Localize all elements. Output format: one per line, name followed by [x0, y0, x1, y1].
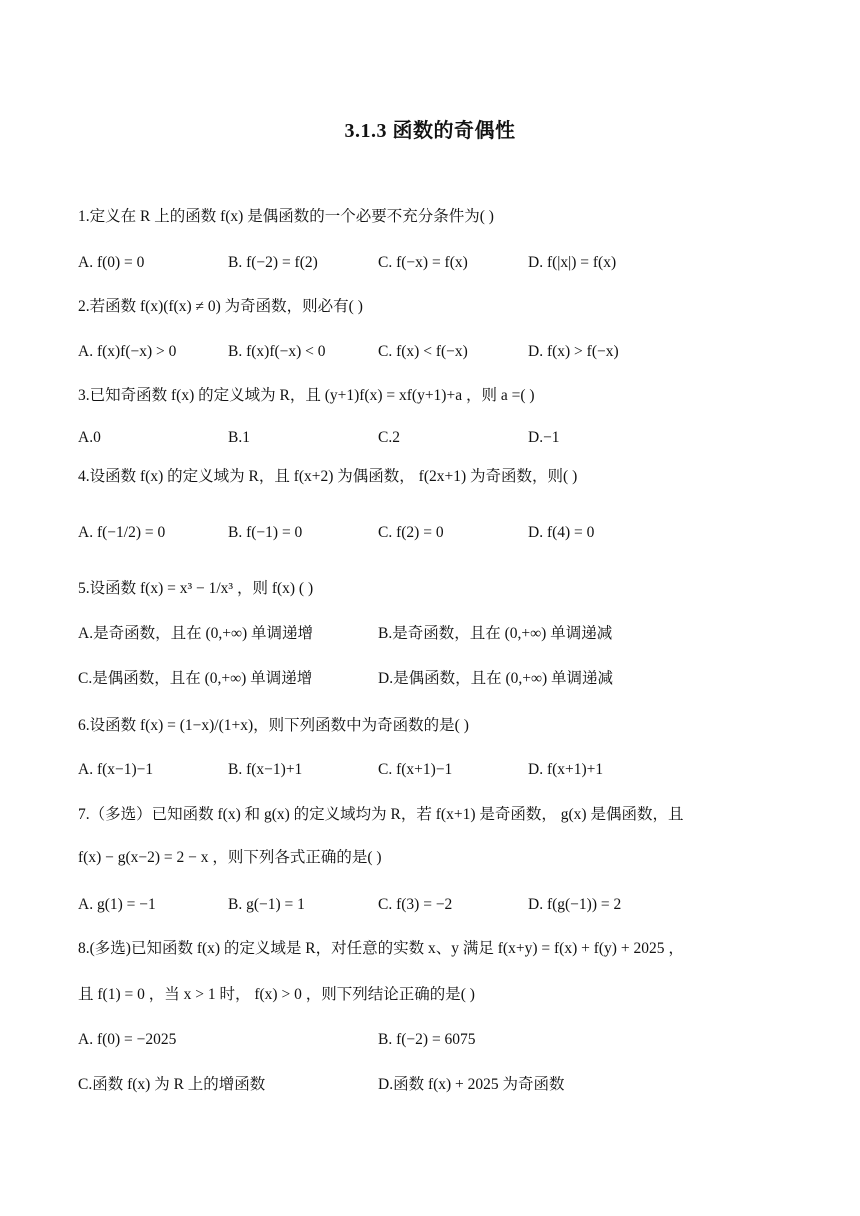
question-8-option-d: D.函数 f(x) + 2025 为奇函数	[378, 1076, 565, 1093]
question-2-stem: 2.若函数 f(x)(f(x) ≠ 0) 为奇函数，则必有( )	[78, 298, 363, 315]
question-2-option-c: C. f(x) < f(−x)	[378, 343, 468, 360]
page-title: 3.1.3 函数的奇偶性	[344, 120, 516, 142]
question-1-option-c: C. f(−x) = f(x)	[378, 254, 468, 271]
question-7-option-a: A. g(1) = −1	[78, 896, 156, 913]
question-8-stem-line-2: 且 f(1) = 0 ，当 x > 1 时， f(x) > 0 ，则下列结论正确的是( )	[78, 986, 475, 1003]
question-7-option-b: B. g(−1) = 1	[228, 896, 305, 913]
question-6-option-a: A. f(x−1)−1	[78, 761, 154, 778]
question-1-option-a: A. f(0) = 0	[78, 254, 145, 271]
question-6-option-c: C. f(x+1)−1	[378, 761, 453, 778]
question-1-stem: 1.定义在 R 上的函数 f(x) 是偶函数的一个必要不充分条件为( )	[78, 208, 494, 225]
question-3-option-a: A.0	[78, 429, 101, 446]
question-8-option-a: A. f(0) = −2025	[78, 1031, 177, 1048]
question-4-option-a: A. f(−1/2) = 0	[78, 524, 166, 541]
question-7-stem-line-1: 7.（多选）已知函数 f(x) 和 g(x) 的定义域均为 R，若 f(x+1) 是奇函数， g(x) 是偶函数，且	[78, 806, 684, 823]
question-2-option-b: B. f(x)f(−x) < 0	[228, 343, 326, 360]
question-5-stem: 5.设函数 f(x) = x³ − 1/x³ ，则 f(x) ( )	[78, 580, 314, 597]
question-3-option-c: C.2	[378, 429, 400, 446]
question-2-option-a: A. f(x)f(−x) > 0	[78, 343, 177, 360]
question-6-stem: 6.设函数 f(x) = (1−x)/(1+x)，则下列函数中为奇函数的是( )	[78, 717, 469, 734]
question-6-option-d: D. f(x+1)+1	[528, 761, 604, 778]
question-5-option-d: D.是偶函数，且在 (0,+∞) 单调递减	[378, 670, 614, 687]
question-8-option-b: B. f(−2) = 6075	[378, 1031, 476, 1048]
question-5-option-b: B.是奇函数，且在 (0,+∞) 单调递减	[378, 625, 613, 642]
question-3-option-b: B.1	[228, 429, 250, 446]
question-7-stem-line-2: f(x) − g(x−2) = 2 − x ，则下列各式正确的是( )	[78, 849, 382, 866]
question-7-option-c: C. f(3) = −2	[378, 896, 453, 913]
question-5-option-a: A.是奇函数，且在 (0,+∞) 单调递增	[78, 625, 314, 642]
question-3-option-d: D.−1	[528, 429, 560, 446]
question-8-option-c: C.函数 f(x) 为 R 上的增函数	[78, 1076, 266, 1093]
question-2-option-d: D. f(x) > f(−x)	[528, 343, 619, 360]
question-4-option-c: C. f(2) = 0	[378, 524, 444, 541]
question-3-stem: 3.已知奇函数 f(x) 的定义域为 R，且 (y+1)f(x) = xf(y+1)+a ，则 a =( )	[78, 387, 535, 404]
question-8-stem-line-1: 8.(多选)已知函数 f(x) 的定义域是 R，对任意的实数 x、y 满足 f(x+y) = f(x) + f(y) + 2025 ，	[78, 940, 684, 957]
question-7-option-d: D. f(g(−1)) = 2	[528, 896, 622, 913]
question-4-option-b: B. f(−1) = 0	[228, 524, 303, 541]
question-6-option-b: B. f(x−1)+1	[228, 761, 303, 778]
question-4-stem: 4.设函数 f(x) 的定义域为 R，且 f(x+2) 为偶函数， f(2x+1) 为奇函数，则( )	[78, 468, 578, 485]
question-5-option-c: C.是偶函数，且在 (0,+∞) 单调递增	[78, 670, 313, 687]
question-1-option-d: D. f(|x|) = f(x)	[528, 254, 617, 271]
question-4-option-d: D. f(4) = 0	[528, 524, 595, 541]
question-1-option-b: B. f(−2) = f(2)	[228, 254, 318, 271]
